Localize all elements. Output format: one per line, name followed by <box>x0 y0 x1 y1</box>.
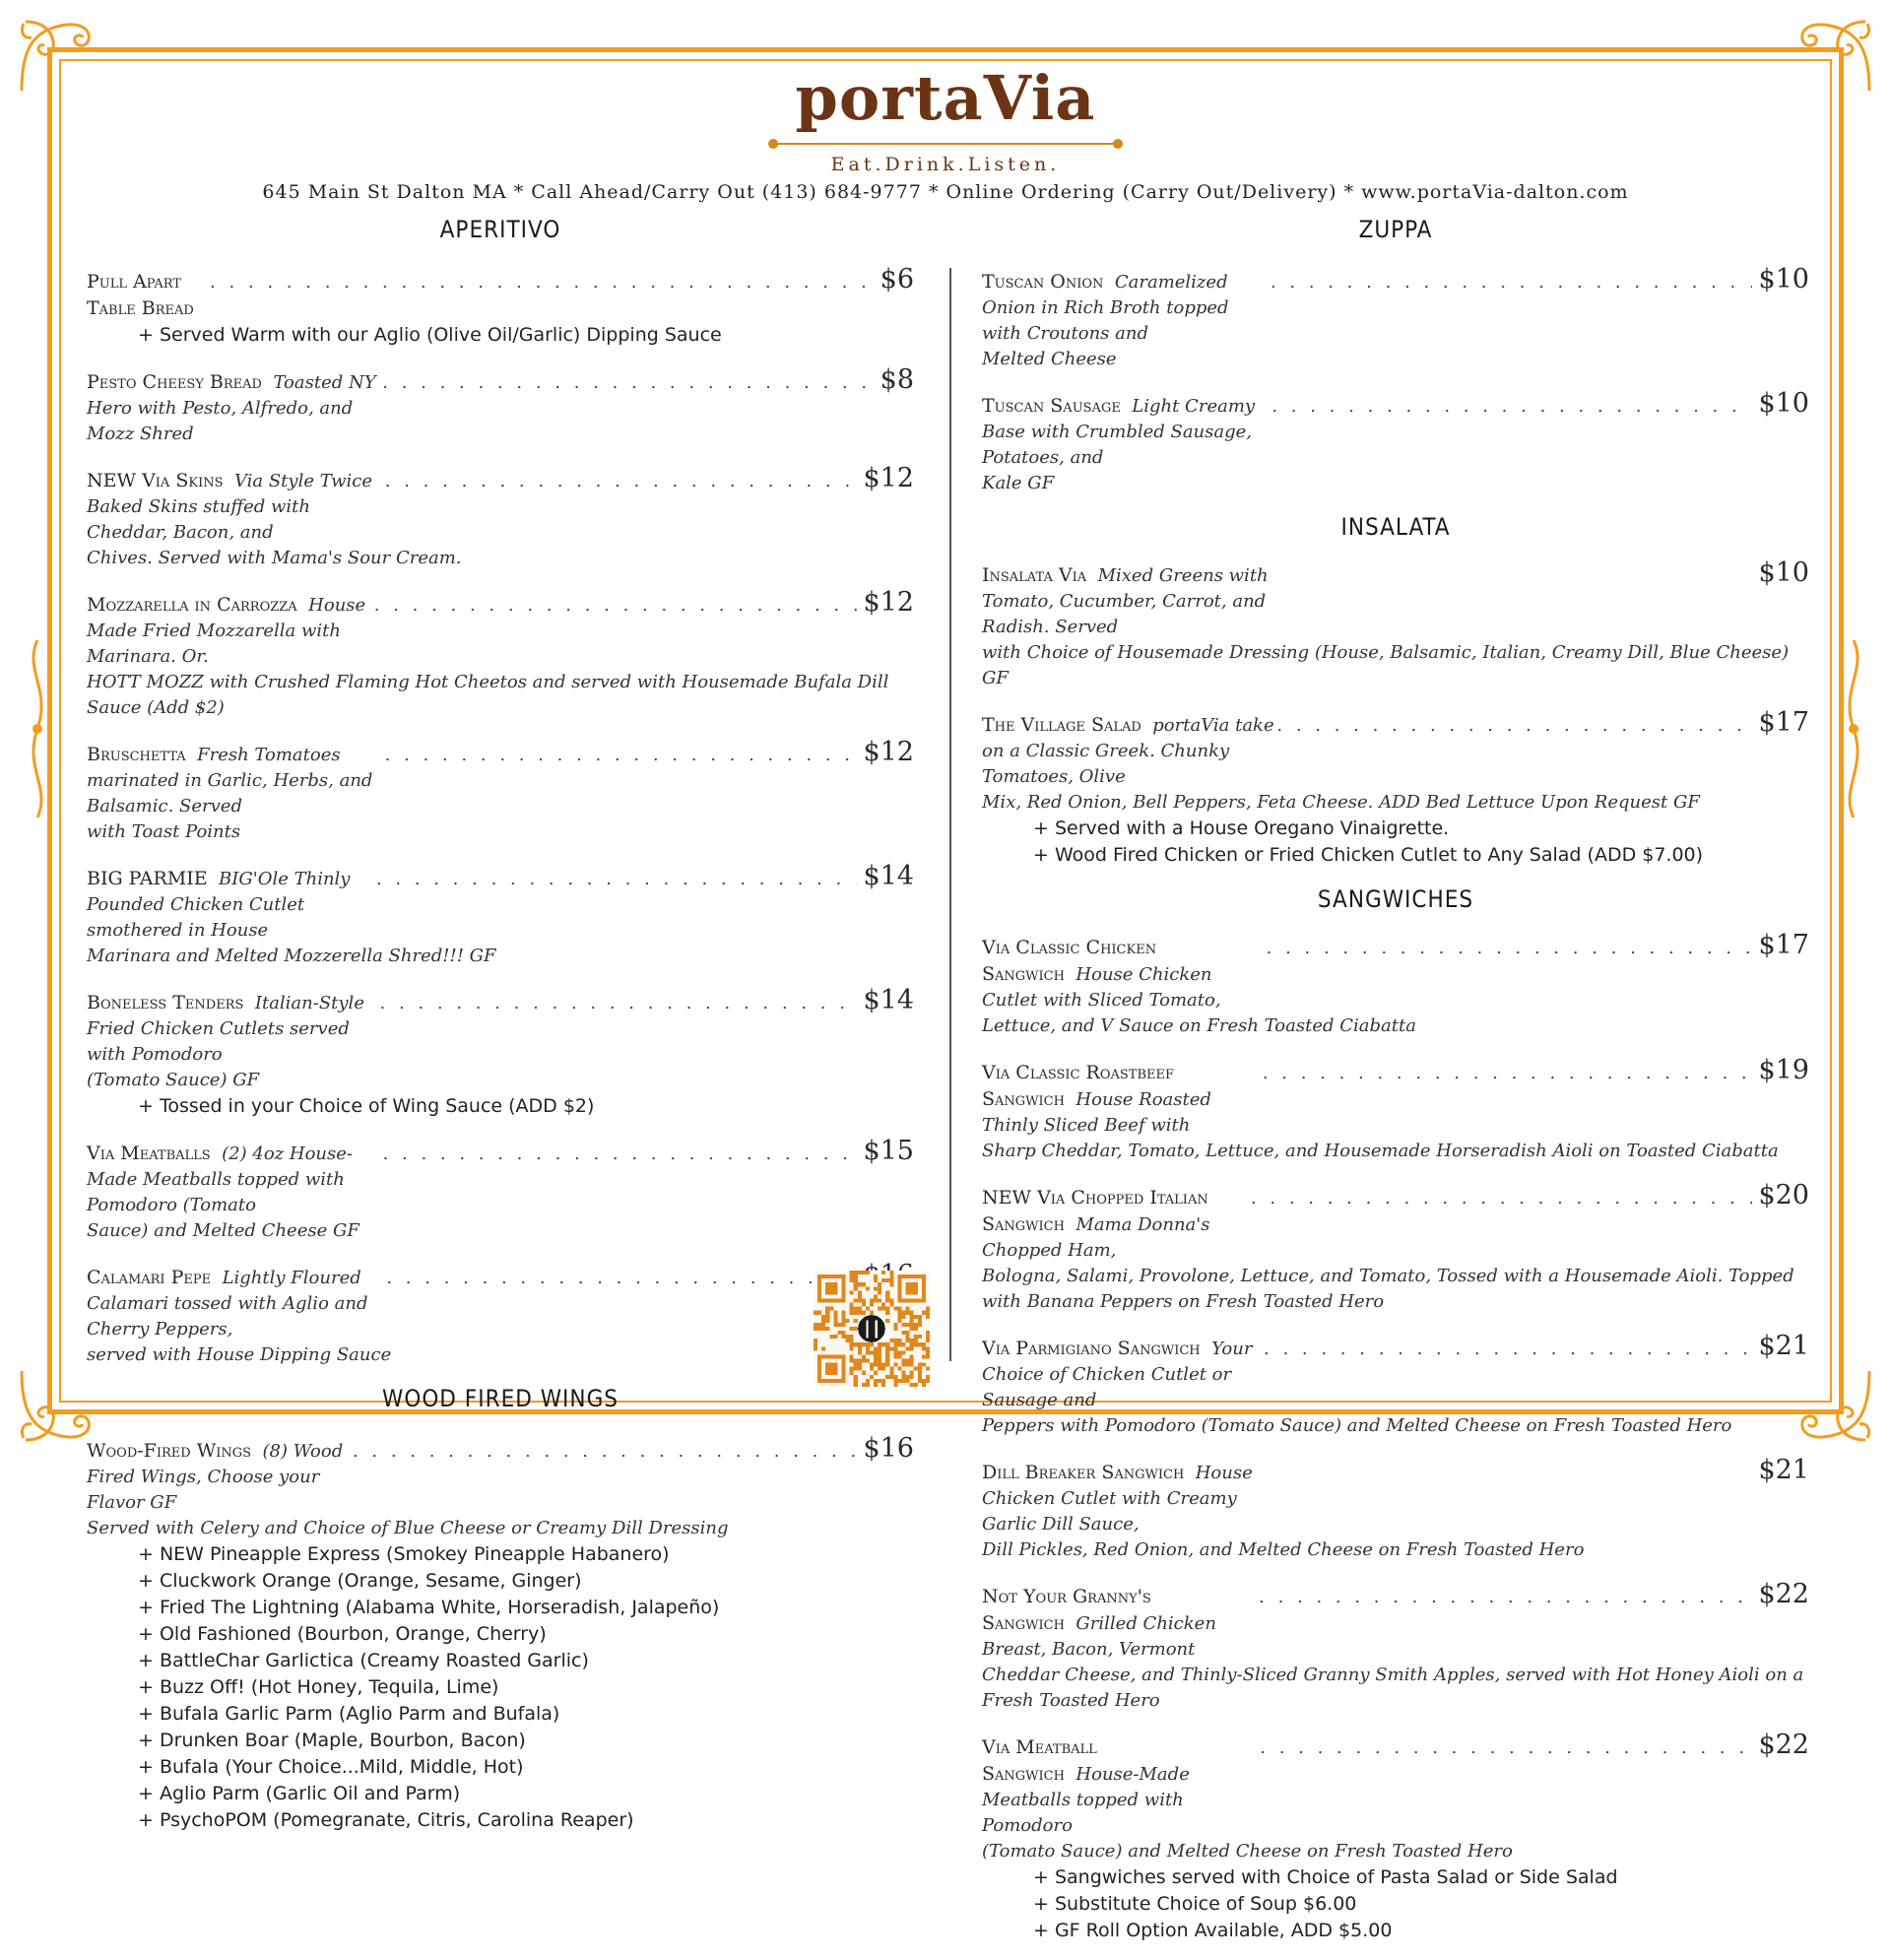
menu-item <box>982 557 1809 691</box>
dot-leader <box>374 595 858 616</box>
item-price: $14 <box>863 861 914 891</box>
item-name: Via Classic Chicken Sangwich <box>982 937 1157 985</box>
item-text <box>982 1734 1260 1839</box>
item-price: $12 <box>863 463 914 493</box>
item-price: $21 <box>1758 1331 1809 1361</box>
item-row <box>982 707 1809 790</box>
item-price: $19 <box>1758 1055 1809 1085</box>
item-price: $21 <box>1758 1455 1809 1485</box>
dot-leader <box>385 745 858 765</box>
item-name: Not Your Granny's Sangwich <box>982 1586 1151 1634</box>
item-price: $16 <box>863 1433 914 1464</box>
item-description: portaVia take on a Classic Greek. Chunky Tomatoes, Olive <box>982 715 1274 787</box>
item-text <box>982 1336 1264 1413</box>
menu-header <box>0 61 1891 205</box>
item-description-cont: Chives. Served with Mama's Sour Cream. <box>87 548 462 568</box>
menu-item <box>982 1730 1809 1944</box>
item-name: Insalata Via <box>982 564 1087 586</box>
item-description-cont: HOTT MOZZ with Crushed Flaming Hot Cheetos and served with Housemade Bufala Dill Sauce (Add $2) <box>87 672 889 718</box>
item-price: $22 <box>1758 1730 1809 1760</box>
item-price: $6 <box>880 264 914 294</box>
wing-flavor-item: + Buzz Off! (Hot Honey, Tequila, Lime) <box>138 1676 499 1698</box>
item-description: Via Style Twice Baked Skins stuffed with Cheddar, Bacon, and <box>87 471 372 543</box>
item-description: Mama Donna's Chopped Ham, <box>982 1214 1210 1261</box>
dot-leader <box>376 869 858 889</box>
menu-item <box>982 930 1809 1039</box>
item-name: Tuscan Sausage <box>982 395 1121 417</box>
item-row <box>87 587 914 670</box>
item-text <box>87 990 380 1068</box>
item-text <box>87 468 385 546</box>
item-text <box>982 269 1271 347</box>
item-description-cont: Melted Cheese <box>982 349 1117 369</box>
item-row <box>982 1730 1809 1839</box>
item-row <box>982 1180 1809 1264</box>
menu-item <box>87 737 914 845</box>
item-price: $17 <box>1758 707 1809 738</box>
item-row <box>982 1331 1809 1413</box>
menu-item <box>87 1136 914 1244</box>
wing-flavor-item: + BattleChar Garlictica (Creamy Roasted Garlic) <box>138 1650 589 1671</box>
wing-flavor-item: + Fried The Lightning (Alabama White, Horseradish, Jalapeño) <box>138 1597 720 1618</box>
item-name: Pesto Cheesy Bread <box>87 371 262 393</box>
dot-leader <box>385 471 858 491</box>
left-column <box>87 215 914 1834</box>
item-addon: + Substitute Choice of Soup $6.00 <box>1033 1893 1357 1915</box>
item-text <box>87 742 385 819</box>
item-price: $10 <box>1758 264 1809 294</box>
item-text <box>87 592 374 670</box>
item-text <box>87 269 210 322</box>
item-row <box>87 1260 914 1342</box>
item-description: Grilled Chicken Breast, Bacon, Vermont <box>982 1613 1216 1660</box>
menu-item <box>982 1331 1809 1439</box>
item-description: Fresh Tomatoes marinated in Garlic, Herbs, and Balsamic. Served <box>87 745 373 817</box>
item-row <box>982 1579 1809 1663</box>
wing-flavor-item: + Drunken Boar (Maple, Bourbon, Bacon) <box>138 1730 526 1751</box>
item-description-cont: Mix, Red Onion, Bell Peppers, Feta Cheese. ADD Bed Lettuce Upon Request GF <box>982 792 1700 813</box>
column-divider <box>949 268 951 1361</box>
dot-leader <box>210 272 875 293</box>
item-name: NEW Via Chopped Italian Sangwich <box>982 1187 1208 1235</box>
item-name: Via Meatballs <box>87 1143 211 1164</box>
item-description-cont: served with House Dipping Sauce <box>87 1344 392 1365</box>
item-description-cont: with Choice of Housemade Dressing (House, Balsamic, Italian, Creamy Dill, Blue Cheese) GF <box>982 642 1790 688</box>
menu-item <box>87 463 914 571</box>
sangwiches-list <box>982 930 1809 1944</box>
menu-item <box>87 1433 914 1541</box>
right-column <box>982 215 1809 1960</box>
item-description: Caramelized Onion in Rich Broth topped with Croutons and <box>982 272 1229 344</box>
item-row <box>982 1455 1809 1537</box>
wing-flavor-item: + NEW Pineapple Express (Smokey Pineapple Habanero) <box>138 1543 670 1565</box>
brand-tagline: Eat.Drink.Listen. <box>830 154 1061 175</box>
section-title-zuppa: ZUPPA <box>1358 216 1433 243</box>
item-text <box>982 562 1282 640</box>
item-addon: + Wood Fired Chicken or Fried Chicken Cutlet to Any Salad (ADD $7.00) <box>1033 844 1704 866</box>
dot-leader <box>1251 1188 1753 1209</box>
menu-item <box>982 1055 1809 1164</box>
item-row <box>982 264 1809 347</box>
side-scroll-ornament-icon <box>1836 640 1871 817</box>
dot-leader <box>1271 272 1753 293</box>
item-price: $22 <box>1758 1579 1809 1609</box>
menu-item <box>87 861 914 969</box>
item-addon: + Served with a House Oregano Vinaigrette. <box>1033 817 1450 839</box>
dot-leader <box>380 993 858 1013</box>
dot-leader <box>353 1441 857 1462</box>
item-price: $8 <box>880 364 914 395</box>
item-name: Via Meatball Sangwich <box>982 1736 1097 1785</box>
item-description-cont: Peppers with Pomodoro (Tomato Sauce) and Melted Cheese on Fresh Toasted Hero <box>982 1415 1732 1436</box>
item-row <box>982 388 1809 471</box>
item-row <box>87 861 914 944</box>
wing-flavor-item: + PsychoPOM (Pomegranate, Citris, Carolina Reaper) <box>138 1809 634 1831</box>
item-name: Via Parmigiano Sangwich <box>982 1338 1201 1359</box>
item-description: Lightly Floured Calamari tossed with Aglio and Cherry Peppers, <box>87 1268 368 1339</box>
menu-item <box>982 1455 1809 1563</box>
menu-item <box>87 985 914 1120</box>
item-name: Bruschetta <box>87 744 186 765</box>
item-description: House Chicken Cutlet with Creamy Garlic Dill Sauce, <box>982 1463 1253 1535</box>
item-description: (8) Wood Fired Wings, Choose your Flavor GF <box>87 1441 344 1513</box>
item-name: Wood-Fired Wings <box>87 1440 252 1462</box>
zuppa-list <box>982 264 1809 496</box>
item-description: Italian-Style Fried Chicken Cutlets served with Pomodoro <box>87 993 364 1065</box>
item-name: BIG PARMIE <box>87 868 208 889</box>
item-text <box>87 866 376 944</box>
brand-logo: portaVia <box>795 62 1096 134</box>
section-title-aperitivo: APERITIVO <box>439 216 561 243</box>
dot-leader <box>383 1143 858 1164</box>
item-text <box>982 935 1267 1013</box>
item-price: $12 <box>863 737 914 767</box>
qr-code[interactable] <box>814 1271 930 1387</box>
dot-leader <box>382 372 874 393</box>
item-name: Via Classic Roastbeef Sangwich <box>982 1062 1175 1110</box>
item-text <box>87 1265 386 1342</box>
dot-leader <box>386 1268 857 1288</box>
item-name: The Village Salad <box>982 714 1141 736</box>
item-description-cont: Marinara and Melted Mozzerella Shred!!! GF <box>87 946 496 966</box>
wing-flavor-item: + Bufala Garlic Parm (Aglio Parm and Bufala) <box>138 1703 560 1725</box>
insalata-list <box>982 557 1809 869</box>
item-addon: + Sangwiches served with Choice of Pasta Salad or Side Salad <box>1033 1866 1618 1888</box>
item-price: $14 <box>863 985 914 1015</box>
wing-flavor-item: + Old Fashioned (Bourbon, Orange, Cherry) <box>138 1623 547 1645</box>
item-description: Your Choice of Chicken Cutlet or Sausage and <box>982 1339 1253 1410</box>
section-title-sangwiches: SANGWICHES <box>1317 885 1474 913</box>
item-description-cont: Dill Pickles, Red Onion, and Melted Cheese on Fresh Toasted Hero <box>982 1539 1585 1560</box>
item-description: Light Creamy Base with Crumbled Sausage, Potatoes, and <box>982 396 1256 468</box>
item-description-cont: Served with Celery and Choice of Blue Cheese or Creamy Dill Dressing <box>87 1518 729 1538</box>
item-description: (2) 4oz House-Made Meatballs topped with Pomodoro (Tomato <box>87 1143 353 1215</box>
wing-flavor-item: + Aglio Parm (Garlic Oil and Parm) <box>138 1783 461 1804</box>
item-price: $10 <box>1758 557 1809 588</box>
dot-leader <box>1264 1339 1752 1359</box>
dot-leader <box>1272 396 1752 417</box>
dot-leader <box>1260 1737 1752 1758</box>
item-addon: + Tossed in your Choice of Wing Sauce (ADD $2) <box>138 1095 595 1117</box>
item-text <box>982 1185 1251 1264</box>
item-name: Pull Apart Table Bread <box>87 271 194 319</box>
item-text <box>982 712 1276 790</box>
item-description-cont: Sauce) and Melted Cheese GF <box>87 1220 359 1241</box>
item-row <box>87 1136 914 1218</box>
item-row <box>982 930 1809 1013</box>
menu-item <box>982 1180 1809 1315</box>
item-description-cont: Kale GF <box>982 473 1055 493</box>
item-row <box>982 557 1809 640</box>
item-price: $20 <box>1758 1180 1809 1210</box>
menu-item <box>982 264 1809 372</box>
item-row <box>982 1055 1809 1139</box>
dot-leader <box>1259 1587 1752 1607</box>
item-description-cont: with Toast Points <box>87 821 241 842</box>
item-price: $10 <box>1758 388 1809 419</box>
item-price: $15 <box>863 1136 914 1166</box>
item-row <box>87 264 914 322</box>
aperitivo-list <box>87 264 914 1368</box>
dot-leader <box>1276 715 1752 736</box>
menu-item <box>982 1579 1809 1714</box>
item-description: BIG'Ole Thinly Pounded Chicken Cutlet smothered in House <box>87 869 351 941</box>
menu-item <box>87 264 914 349</box>
item-text <box>982 1060 1263 1139</box>
item-name: Mozzarella in Carrozza <box>87 594 297 616</box>
item-price: $12 <box>863 587 914 618</box>
item-text <box>87 1141 383 1218</box>
menu-item <box>87 1260 914 1368</box>
menu-item <box>87 364 914 447</box>
item-text <box>982 1460 1276 1537</box>
item-description: House Roasted Thinly Sliced Beef with <box>982 1089 1211 1136</box>
item-description: Mixed Greens with Tomato, Cucumber, Carrot, and Radish. Served <box>982 565 1269 637</box>
section-title-wings: WOOD FIRED WINGS <box>381 1385 619 1412</box>
wing-flavor-list <box>87 1541 914 1834</box>
contact-line: 645 Main St Dalton MA * Call Ahead/Carry Out (413) 684-9777 * Online Ordering (Carry Out/Delivery) * www.portaVia-dalton.com <box>262 181 1629 203</box>
item-description-cont: Sharp Cheddar, Tomato, Lettuce, and Housemade Horseradish Aioli on Toasted Ciabatta <box>982 1141 1779 1161</box>
item-text <box>87 369 382 447</box>
menu-item <box>982 707 1809 869</box>
item-addon: + Served Warm with our Aglio (Olive Oil/Garlic) Dipping Sauce <box>138 324 722 346</box>
wing-flavor-item: + Cluckwork Orange (Orange, Sesame, Ginger) <box>138 1570 582 1592</box>
item-name: Boneless Tenders <box>87 992 244 1013</box>
item-name: Dill Breaker Sangwich <box>982 1462 1185 1483</box>
item-description: House Made Fried Mozzarella with Marinara. Or. <box>87 595 366 667</box>
item-description: Toasted NY Hero with Pesto, Alfredo, and Mozz Shred <box>87 372 376 444</box>
item-name: NEW Via Skins <box>87 470 224 491</box>
item-text <box>982 1584 1259 1663</box>
item-addon: + GF Roll Option Available, ADD $5.00 <box>1033 1920 1393 1941</box>
item-description-cont: (Tomato Sauce) and Melted Cheese on Fresh Toasted Hero <box>982 1841 1513 1862</box>
menu-item <box>87 587 914 721</box>
menu-item <box>982 388 1809 496</box>
dot-leader <box>1267 938 1753 958</box>
side-scroll-ornament-icon <box>20 640 55 817</box>
item-text <box>982 393 1272 471</box>
item-description: House-Made Meatballs topped with Pomodoro <box>982 1764 1190 1836</box>
item-row <box>87 985 914 1068</box>
logo-underline <box>768 136 1123 152</box>
item-name: Tuscan Onion <box>982 271 1104 293</box>
section-title-insalata: INSALATA <box>1340 513 1451 541</box>
item-row <box>87 463 914 546</box>
item-description-cont: Lettuce, and V Sauce on Fresh Toasted Ciabatta <box>982 1015 1416 1036</box>
dot-leader <box>1263 1063 1753 1083</box>
item-description: House Chicken Cutlet with Sliced Tomato, <box>982 964 1221 1011</box>
item-name: Calamari Pepe <box>87 1267 212 1288</box>
item-row <box>87 364 914 447</box>
wing-flavor-item: + Bufala (Your Choice...Mild, Middle, Hot) <box>138 1756 524 1778</box>
item-row <box>87 737 914 819</box>
item-description-cont: (Tomato Sauce) GF <box>87 1070 260 1090</box>
item-description-cont: Cheddar Cheese, and Thinly-Sliced Granny Smith Apples, served with Hot Honey Aioli on a Fresh Toasted Hero <box>982 1665 1804 1711</box>
item-description-cont: Bologna, Salami, Provolone, Lettuce, and Tomato, Tossed with a Housemade Aioli. Topped with Banana Peppers on Fresh Toasted Hero <box>982 1266 1794 1312</box>
item-price: $17 <box>1758 930 1809 960</box>
